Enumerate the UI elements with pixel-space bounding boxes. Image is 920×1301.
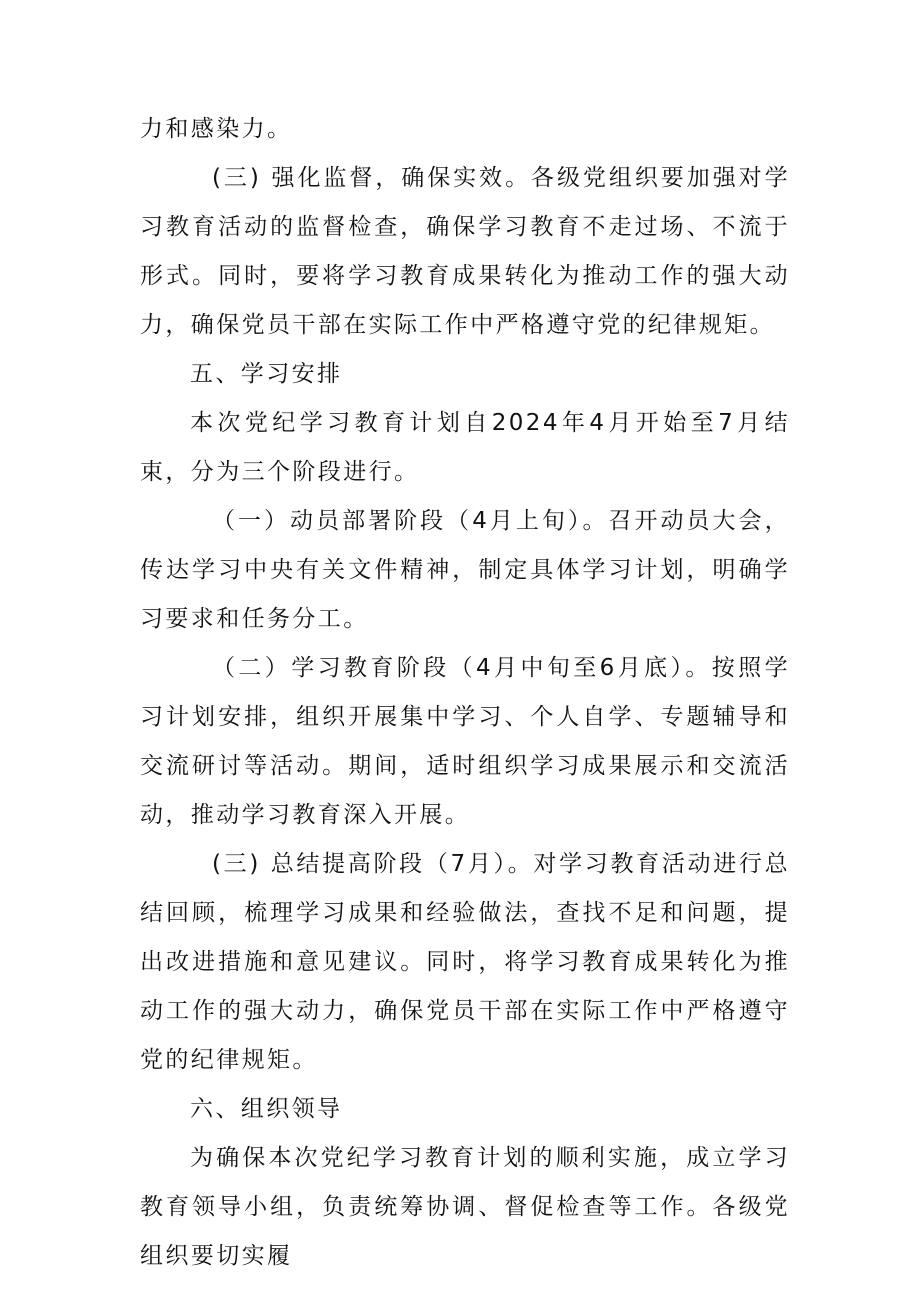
paragraph-stage-mobilization: （一）动员部署阶段（4月上旬）。召开动员大会，传达学习中央有关文件精神，制定具体学习计划，明确学习要求和任务分工。	[140, 508, 790, 632]
section-heading-organization-leadership: 六、组织领导	[190, 1096, 343, 1122]
document-body	[140, 105, 790, 1281]
paragraph-schedule-intro: 本次党纪学习教育计划自2024年4月开始至7月结束，分为三个阶段进行。	[140, 410, 790, 485]
paragraph-stage-summary: (三) 总结提高阶段（7月）。对学习教育活动进行总结回顾，梳理学习成果和经验做法，查找不足和问题，提出改进措施和意见建议。同时，将学习教育成果转化为推动工作的强大动力，确保党员干部在实际工作中严格遵守党的纪律规矩。	[140, 851, 790, 1073]
section-heading-study-arrangement: 五、学习安排	[190, 361, 343, 387]
paragraph-leadership: 为确保本次党纪学习教育计划的顺利实施，成立学习教育领导小组，负责统筹协调、督促检查等工作。各级党组织要切实履	[140, 1145, 790, 1269]
paragraph-continuation: 力和感染力。	[140, 116, 293, 142]
paragraph-stage-study: （二）学习教育阶段（4月中旬至6月底）。按照学习计划安排，组织开展集中学习、个人自学、专题辅导和交流研讨等活动。期间，适时组织学习成果展示和交流活动，推动学习教育深入开展。	[140, 655, 790, 828]
paragraph-strengthen-supervision: (三) 强化监督，确保实效。各级党组织要加强对学习教育活动的监督检查，确保学习教育不走过场、不流于形式。同时，要将学习教育成果转化为推动工作的强大动力，确保党员干部在实际工作中严格遵守党的纪律规矩。	[140, 165, 790, 338]
